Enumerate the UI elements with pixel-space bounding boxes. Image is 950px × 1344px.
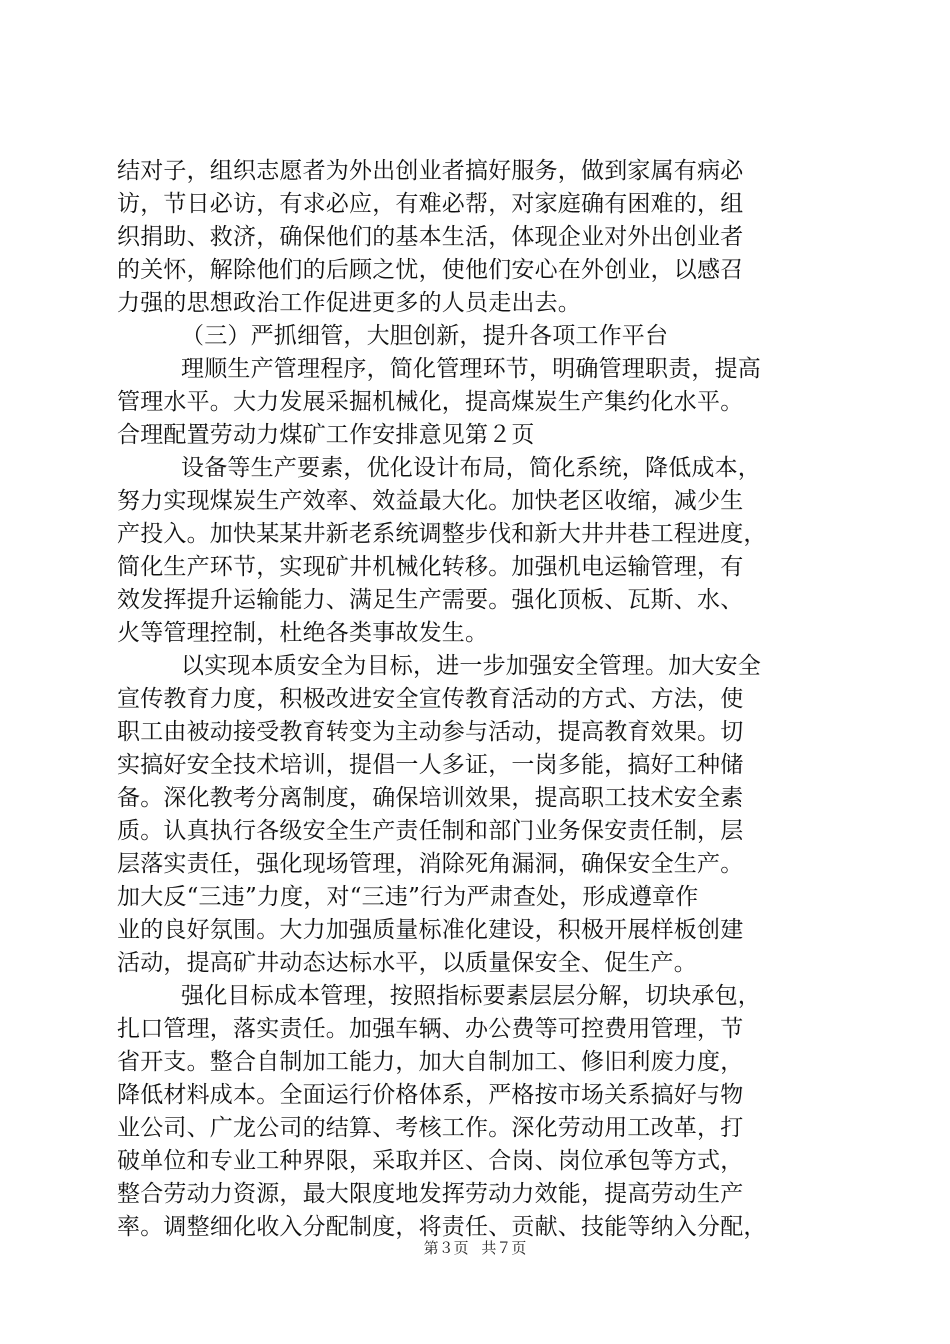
document-body bbox=[117, 155, 837, 1244]
text-line: 职工由被动接受教育转变为主动参与活动，提高教育效果。切 bbox=[117, 719, 744, 745]
text-line: 业的良好氛围。大力加强质量标准化建设，积极开展样板创建 bbox=[117, 917, 744, 943]
section-heading: （三）严抓细管，大胆创新，提升各项工作平台 bbox=[181, 323, 669, 349]
text-line: 简化生产环节，实现矿井机械化转移。加强机电运输管理，有 bbox=[117, 554, 744, 580]
text-line: 努力实现煤炭生产效率、效益最大化。加快老区收缩，减少生 bbox=[117, 488, 744, 514]
text-line: 破单位和专业工种界限，采取并区、合岗、岗位承包等方式， bbox=[117, 1148, 744, 1174]
text-line: 管理水平。大力发展采掘机械化，提高煤炭生产集约化水平。 bbox=[117, 389, 744, 415]
page-total: 共７页 bbox=[481, 1239, 527, 1257]
text-line: 省开支。整合自制加工能力，加大自制加工、修旧利废力度， bbox=[117, 1049, 744, 1075]
page-number: 第３页 bbox=[423, 1239, 469, 1257]
text-line: 产投入。加快某某井新老系统调整步伐和新大井井巷工程进度， bbox=[117, 521, 767, 547]
paragraph-start: 强化目标成本管理，按照指标要素层层分解，切块承包， bbox=[181, 983, 761, 1009]
text-line: 实搞好安全技术培训，提倡一人多证，一岗多能，搞好工种储 bbox=[117, 752, 744, 778]
text-line: 质。认真执行各级安全生产责任制和部门业务保安责任制，层 bbox=[117, 818, 744, 844]
text-line: 火等管理控制，杜绝各类事故发生。 bbox=[117, 620, 489, 646]
text-line: 力强的思想政治工作促进更多的人员走出去。 bbox=[117, 290, 581, 316]
text-line: 业公司、广龙公司的结算、考核工作。深化劳动用工改革，打 bbox=[117, 1115, 744, 1141]
text-line: 整合劳动力资源，最大限度地发挥劳动力效能，提高劳动生产 bbox=[117, 1181, 744, 1207]
text-line: 活动，提高矿井动态达标水平，以质量保安全、促生产。 bbox=[117, 950, 697, 976]
text-line: 加大反“三违”力度，对“三违”行为严肃查处，形成遵章作 bbox=[117, 884, 699, 910]
text-line: 合理配置劳动力煤矿工作安排意见第２页 bbox=[117, 422, 535, 448]
paragraph-start: 设备等生产要素，优化设计布局，简化系统，降低成本， bbox=[181, 455, 761, 481]
text-line: 层落实责任，强化现场管理，消除死角漏洞，确保安全生产。 bbox=[117, 851, 744, 877]
text-line: 率。调整细化收入分配制度，将责任、贡献、技能等纳入分配， bbox=[117, 1214, 767, 1240]
text-line: 织捐助、救济，确保他们的基本生活，体现企业对外出创业者 bbox=[117, 224, 744, 250]
page-footer bbox=[0, 1238, 950, 1258]
text-line: 降低材料成本。全面运行价格体系，严格按市场关系搞好与物 bbox=[117, 1082, 744, 1108]
text-line: 备。深化教考分离制度，确保培训效果，提高职工技术安全素 bbox=[117, 785, 744, 811]
text-line: 效发挥提升运输能力、满足生产需要。强化顶板、瓦斯、水、 bbox=[117, 587, 744, 613]
paragraph-start: 理顺生产管理程序，简化管理环节，明确管理职责，提高 bbox=[181, 356, 761, 382]
text-line: 结对子，组织志愿者为外出创业者搞好服务，做到家属有病必 bbox=[117, 158, 744, 184]
text-line: 宣传教育力度，积极改进安全宣传教育活动的方式、方法，使 bbox=[117, 686, 744, 712]
text-line: 的关怀，解除他们的后顾之忧，使他们安心在外创业，以感召 bbox=[117, 257, 744, 283]
text-line: 扎口管理，落实责任。加强车辆、办公费等可控费用管理，节 bbox=[117, 1016, 744, 1042]
text-line: 访，节日必访，有求必应，有难必帮，对家庭确有困难的，组 bbox=[117, 191, 744, 217]
paragraph-start: 以实现本质安全为目标，进一步加强安全管理。加大安全 bbox=[181, 653, 761, 679]
